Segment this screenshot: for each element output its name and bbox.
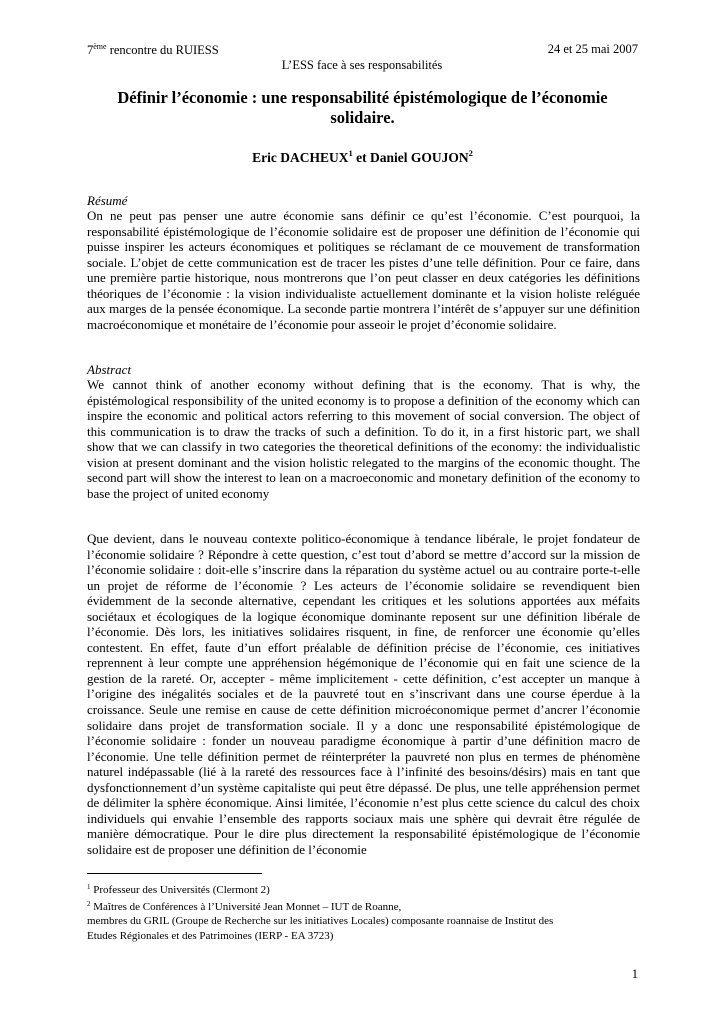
header-ordinal: 7 — [87, 43, 94, 57]
body-section — [87, 531, 640, 857]
paper-title-line2: solidaire. — [330, 108, 395, 127]
footnote-1-mark: 1 — [87, 883, 91, 891]
footnote-2-mark: 2 — [87, 900, 91, 909]
footnote-2-text: Maîtres de Conférences à l’Université Jean Monnet – IUT de Roanne, — [90, 901, 402, 914]
author-first: Eric DACHEUX — [252, 150, 349, 165]
author-second: et Daniel GOUJON — [352, 150, 469, 165]
abstract-heading: Abstract — [87, 362, 132, 377]
header-conference-name: rencontre du RUIESS — [106, 43, 219, 57]
resume-text: On ne peut pas penser une autre économie sans définir ce qu’est l’économie. C’est pourquoi, la responsabilité épistémologique de l’économie solidaire est de proposer une définition de l’économie qui puisse inspirer les acteurs économiques et politiques se réclamant de ce mouvement de transformation sociale. L’objet de cette communication est de tracer les pistes d’une telle définition. Pour ce faire, dans une première partie historique, nous montrerons que l’on peut classer en deux catégories les définitions théoriques de l’économie : la vision individualiste actuellement dominante et la vision holiste reléguée aux marges de la pensée économique. La seconde partie montrera l’intérêt de s’appuyer sur une définition macroéconomique et monétaire de l’économie pour asseoir le projet d’économie solidaire. — [87, 208, 640, 332]
footnotes — [87, 880, 647, 943]
header-conference — [87, 42, 219, 58]
footnote-2 — [87, 897, 647, 914]
page-number: 1 — [631, 967, 638, 981]
resume-heading: Résumé — [87, 193, 128, 208]
abstract-text: We cannot think of another economy without defining that is the economy. That is why, the épistémological responsibility of the united economy is to propose a definition of the economy which can inspire the economic and political actors referring to this movement of social conversion. The object of this communication is to draw the tracks of such a definition. To do it, in a first historic part, we shall show that we can classify in two categories the theoretical definitions of the economy: the individualistic vision at present dominant and the vision holistic relegated to the margins of the economic thought. The second part will show the interest to lean on a macroeconomic and monetary definition of the economy to base the project of united economy — [87, 377, 640, 501]
resume-section — [87, 208, 640, 332]
header-theme: L’ESS face à ses responsabilités — [281, 58, 443, 72]
header-date: 24 et 25 mai 2007 — [547, 42, 638, 56]
author-first-footnote-mark: 1 — [348, 148, 353, 158]
footnote-1 — [87, 880, 647, 897]
footnote-1-text: Professeur des Universités (Clermont 2) — [90, 884, 270, 896]
paper-title — [87, 88, 638, 128]
body-paragraph: Que devient, dans le nouveau contexte politico-économique à tendance libérale, le projet fondateur de l’économie solidaire ? Répondre à cette question, c’est tout d’abord se mettre d’accord sur la mission de l’économie solidaire : doit-elle s’inscrire dans la réparation du système actuel ou au contraire porte-t-elle un projet de réforme de l’économie ? Les acteurs de l’économie solidaire se revendiquent bien évidemment de la seconde alternative, cependant les critiques et les solutions apportées aux méfaits sociétaux et écologiques de la logique économique dominante reposent sur une définition libérale de l’économie. Dès lors, les initiatives solidaires risquent, in fine, de renforcer une économie qu’elles contestent. En effet, faute d’un effort préalable de définition précise de l’économie, ces initiatives reprennent à leur compte une appréhension hégémonique de l’économie qui en fait une science de la gestion de la rareté. Or, accepter - même implicitement - cette définition, c’est accepter un manque à l’origine des inégalités sociales et de la pauvreté tout en s’inscrivant dans une course éperdue à la croissance. Seule une remise en cause de cette définition microéconomique permet d’ancrer l’économie solidaire dans projet de transformation sociale. Il y a donc une responsabilité épistémologique de l’économie solidaire : fonder un nouveau paradigme économique à partir d’une définition macro de l’économie. Une telle définition permet de réinterpréter la pauvreté non plus en termes de phénomène naturel indépassable (lié à la rareté des ressources face à l’infinité des besoins/désirs) mais en tant que dysfonctionnement d’un système capitaliste qui peut être dépassé. De plus, une telle appréhension permet de délimiter la sphère économique. Ainsi limitée, l’économie n’est plus cette science du calcul des choix individuels qui envahie l’ensemble des rapports sociaux mais une sphère qui devrait être régulée de manière démocratique. Pour le dire plus directement la responsabilité épistémologique de l’économie solidaire est de proposer une définition de l’économie — [87, 531, 640, 857]
authors — [87, 148, 638, 166]
footnote-separator — [87, 873, 262, 874]
header-ordinal-suffix: ème — [93, 42, 107, 51]
footnote-2-line3: Etudes Régionales et des Patrimoines (IERP - EA 3723) — [87, 929, 334, 942]
footnote-2-line2: membres du GRIL (Groupe de Recherche sur les initiatives Locales) composante roannaise de Institut des — [87, 915, 554, 928]
abstract-section — [87, 377, 640, 501]
paper-title-line1: Définir l’économie : une responsabilité épistémologique de l’économie — [117, 88, 608, 107]
author-second-footnote-mark: 2 — [468, 148, 473, 158]
